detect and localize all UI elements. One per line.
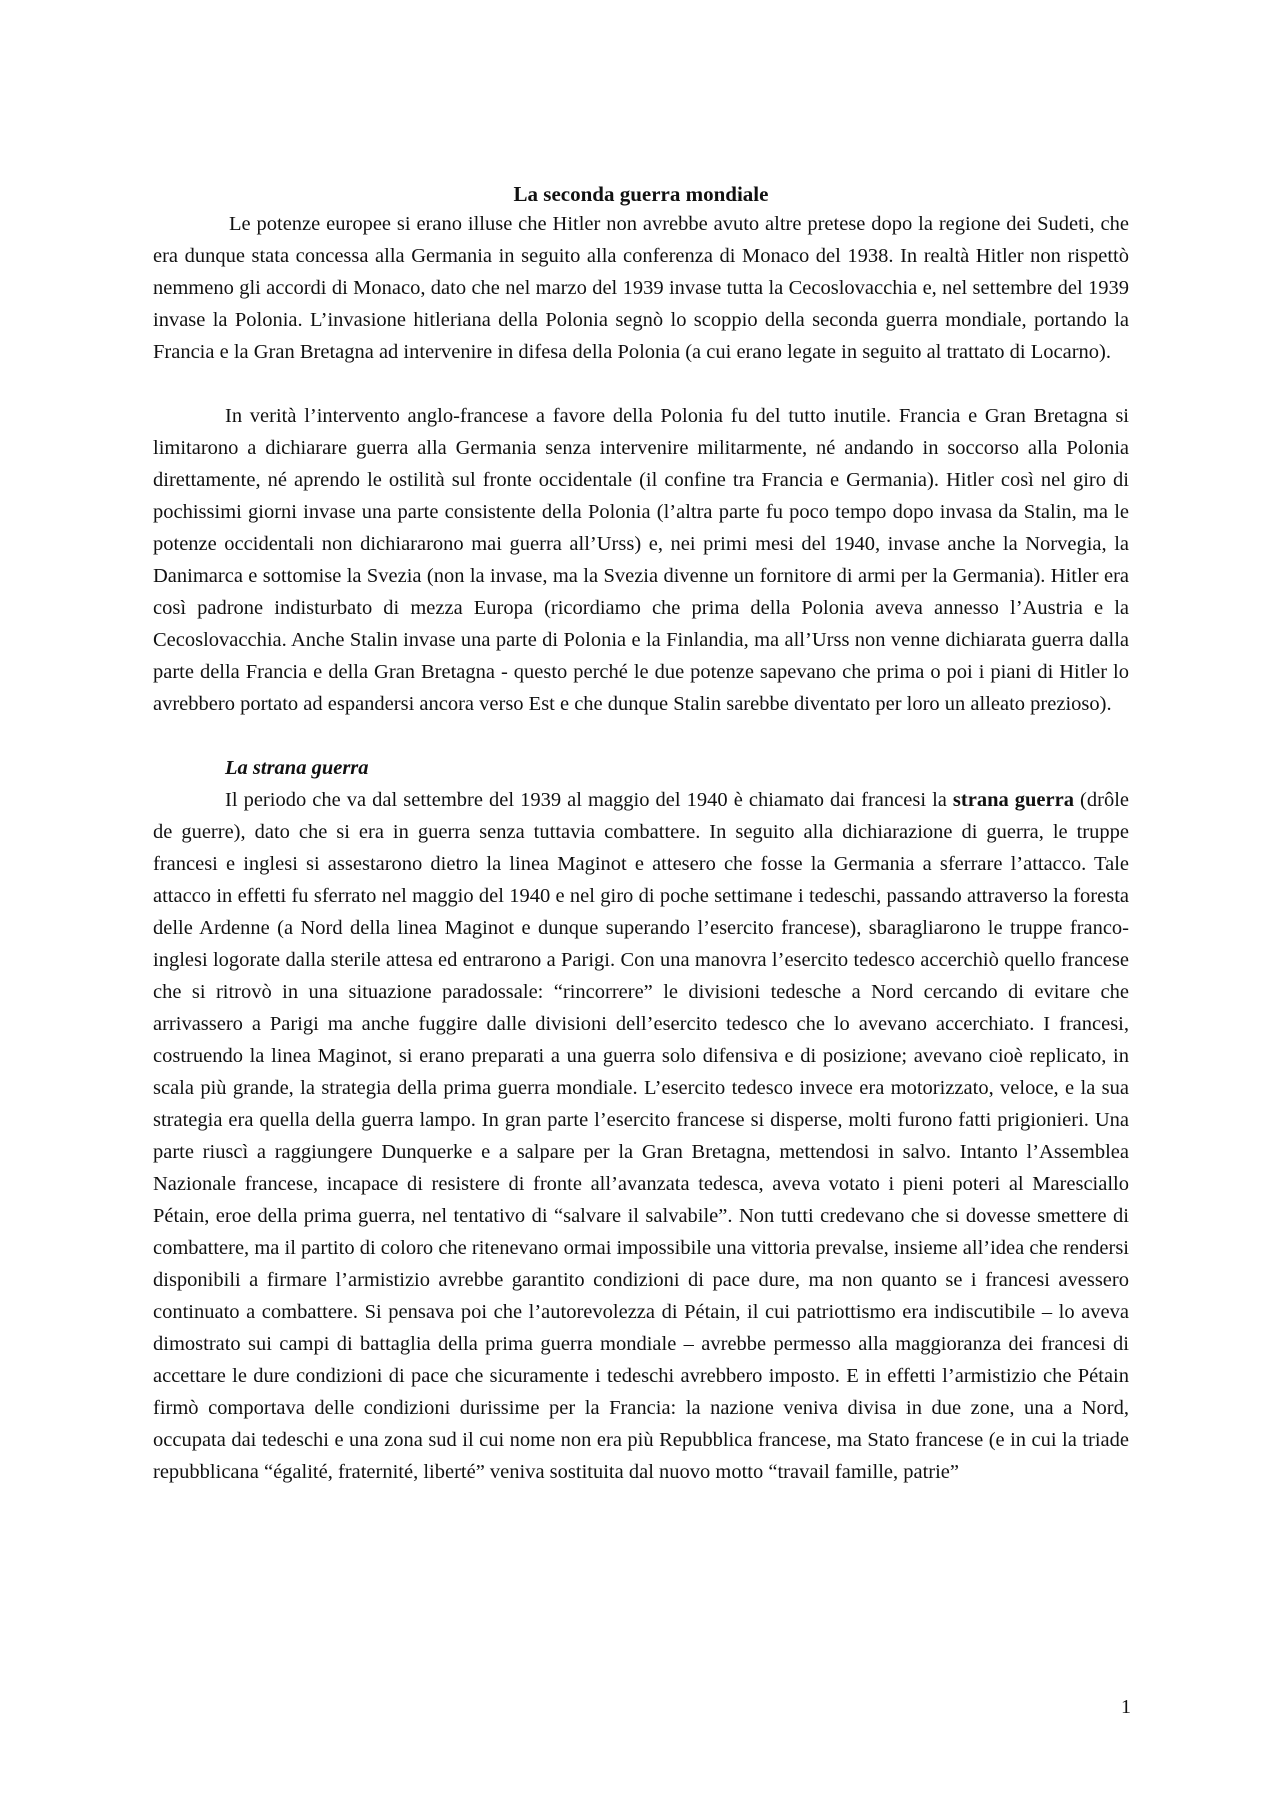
paragraph-rest: (drôle de guerre), dato che si era in guerra senza tuttavia combattere. In seguito alla dichiarazione di guerra, le truppe francesi e inglesi si assestarono dietro la linea Maginot e attesero che fosse la Germania a sferrare l’attacco. Tale attacco in effetti fu sferrato nel maggio del 1940 e nel giro di poche settimane i tedeschi, passando attraverso la foresta delle Ardenne (a Nord della linea Maginot e dunque superando l’esercito francese), sbaragliarono le truppe franco-inglesi logorate dalla sterile attesa ed entrarono a Parigi. Con una manovra l’esercito tedesco accerchiò quello francese che si ritrovò in una situazione paradossale: “rincorrere” le divisioni tedesche a Nord cercando di evitare che arrivassero a Parigi ma anche fuggire dalle divisioni dell’esercito tedesco che lo avevano accerchiato. I francesi, costruendo la linea Maginot, si erano preparati a una guerra solo difensiva e di posizione; avevano cioè replicato, in scala più grande, la strategia della prima guerra mondiale. L’esercito tedesco invece era motorizzato, veloce, e la sua strategia era quella della guerra lampo. In gran parte l’esercito francese si disperse, molti furono fatti prigionieri. Una parte riuscì a raggiungere Dunquerke e a salpare per la Gran Bretagna, mettendosi in salvo. Intanto l’Assemblea Nazionale francese, incapace di resistere di fronte all’avanzata tedesca, aveva votato i pieni poteri al Maresciallo Pétain, eroe della prima guerra, nel tentativo di “salvare il salvabile”. Non tutti credevano che si dovesse smettere di combattere, ma il partito di coloro che ritenevano ormai impossibile una vittoria prevalse, insieme all’idea che rendersi disponibili a firmare l’armistizio avrebbe garantito condizioni di pace dure, ma non quanto se i francesi avessero continuato a combattere. Si pensava poi che l’autorevolezza di Pétain, il cui patriottismo era indiscutibile – lo aveva dimostrato sui campi di battaglia della prima guerra mondiale – avrebbe permesso alla maggioranza dei francesi di accettare le dure condizioni di pace che sicuramente i tedeschi avrebbero imposto. E in effetti l’armistizio che Pétain firmò comportava delle condizioni durissime per la Francia: la nazione veniva divisa in due zone, una a Nord, occupata dai tedeschi e una zona sud il cui nome non era più Repubblica francese, ma Stato francese (e in cui la triade repubblicana “égalité, fraternité, liberté” veniva sostituita dal nuovo motto “travail famille, patrie” — [153, 789, 1129, 1483]
section-heading-strana-guerra: La strana guerra — [225, 757, 369, 779]
intervention-paragraph: In verità l’intervento anglo-francese a favore della Polonia fu del tutto inutile. Francia e Gran Bretagna si limitarono a dichiarare guerra alla Germania senza intervenire militarmente, né andando in soccorso alla Polonia direttamente, né aprendo le ostilità sul fronte occidentale (il confine tra Francia e Germania). Hitler così nel giro di pochissimi giorni invase una parte consistente della Polonia (l’altra parte fu poco tempo dopo invasa da Stalin, ma le potenze occidentali non dichiararono mai guerra all’Urss) e, nei primi mesi del 1940, invase anche la Norvegia, la Danimarca e sottomise la Svezia (non la invase, ma la Svezia divenne un fornitore di armi per la Germania). Hitler era così padrone indisturbato di mezza Europa (ricordiamo che prima della Polonia aveva annesso l’Austria e la Cecoslovacchia. Anche Stalin invase una parte di Polonia e la Finlandia, ma all’Urss non venne dichiarata guerra dalla parte della Francia e della Gran Bretagna - questo perché le due potenze sapevano che prima o poi i piani di Hitler lo avrebbero portato ad espandersi ancora verso Est e che dunque Stalin sarebbe diventato per loro un alleato prezioso). — [153, 405, 1129, 715]
paragraph-start: Il periodo che va dal settembre del 1939 al maggio del 1940 è chiamato dai francesi la — [225, 789, 953, 811]
strana-guerra-paragraph — [153, 784, 1129, 1488]
section-gap — [153, 720, 1129, 752]
page-number: 1 — [1121, 1696, 1131, 1718]
document-title: La seconda guerra mondiale — [513, 182, 769, 206]
intro-paragraph: Le potenze europee si erano illuse che Hitler non avrebbe avuto altre pretese dopo la regione dei Sudeti, che era dunque stata concessa alla Germania in seguito alla conferenza di Monaco del 1938. In realtà Hitler non rispettò nemmeno gli accordi di Monaco, dato che nel marzo del 1939 invase tutta la Cecoslovacchia e, nel settembre del 1939 invase la Polonia. L’invasione hitleriana della Polonia segnò lo scoppio della seconda guerra mondiale, portando la Francia e la Gran Bretagna ad intervenire in difesa della Polonia (a cui erano legate in seguito al trattato di Locarno). — [153, 213, 1129, 363]
paragraph-gap — [153, 368, 1129, 400]
bold-term-strana-guerra: strana guerra — [952, 789, 1074, 811]
document-body — [153, 180, 1129, 1488]
